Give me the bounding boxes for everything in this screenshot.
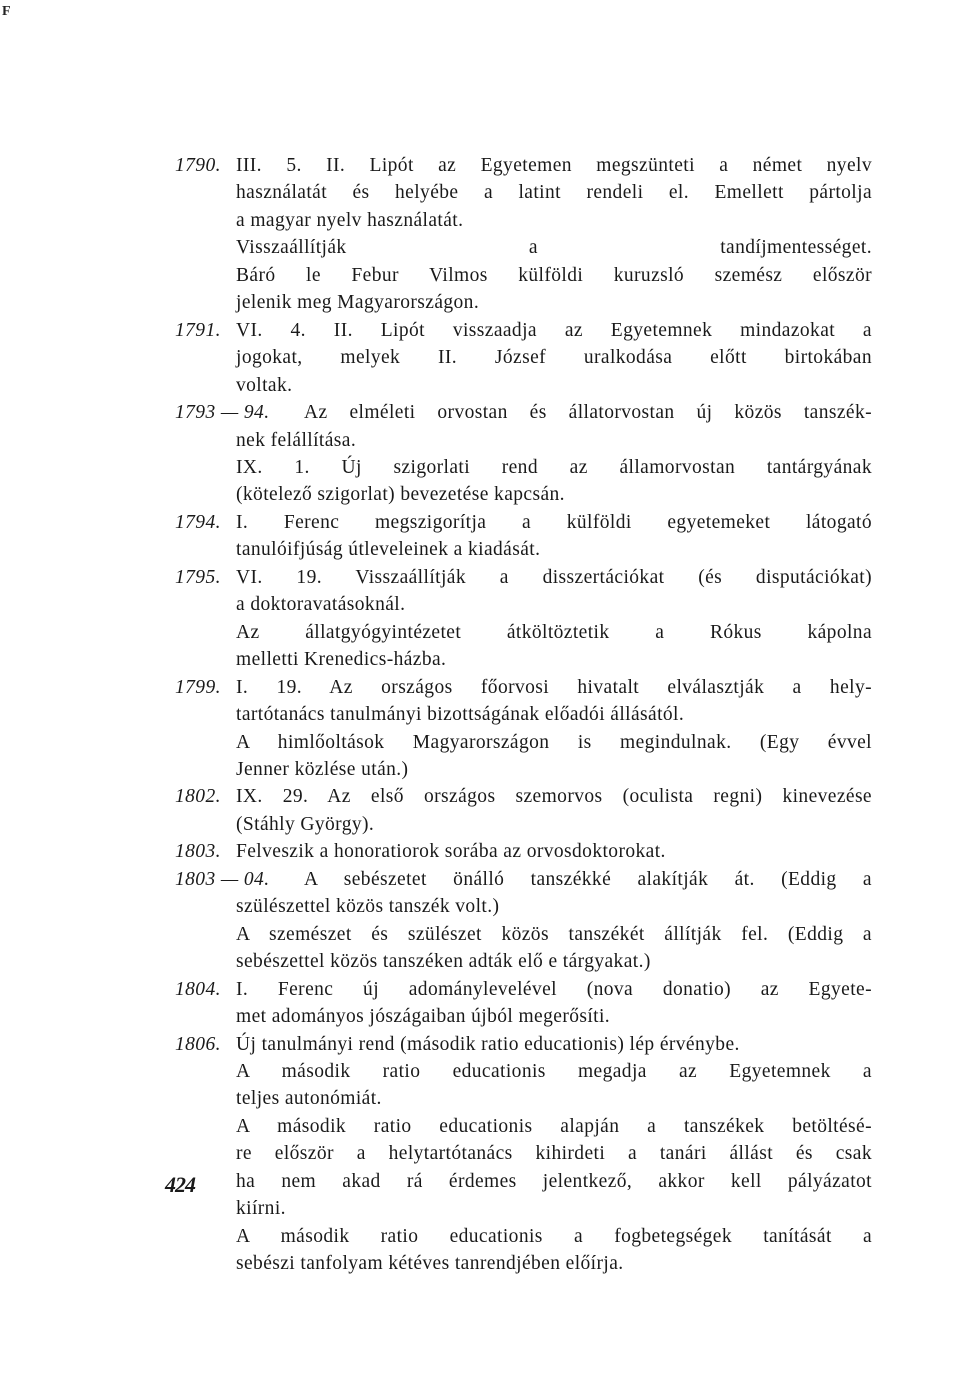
chronology-list (0, 152, 960, 1278)
entry-text-line: Visszaállítják a tandíjmentességet. (236, 237, 872, 259)
entry-text-line: A sebészetet önálló tanszékké alakítják át. (Eddig a (304, 868, 872, 890)
entry-text-line: I. Ferenc megszigorítja a külföldi egyetemeket látogató (236, 511, 872, 533)
chronology-entry (0, 866, 872, 976)
entry-text-line: A szemészet és szülészet közös tanszékét állítják fel. (Eddig a (236, 923, 872, 945)
entry-text-line: jogokat, melyek II. József uralkodása előtt birtokában (236, 347, 872, 369)
entry-text-line: (Stáhly György). (236, 813, 375, 835)
entry-text-line: Jenner közlése után.) (236, 758, 409, 780)
entry-text-line: A második ratio educationis megadja az Egyetemnek a (236, 1060, 872, 1082)
entry-date: 1794. (175, 511, 221, 533)
corner-mark: F (2, 4, 11, 19)
entry-text-line: a magyar nyelv használatát. (236, 209, 464, 231)
chronology-entry (0, 564, 872, 674)
entry-text-line: sebészi tanfolyam kétéves tanrendjében előírja. (236, 1253, 624, 1275)
entry-text-line: sebészettel közös tanszéken adták elő e tárgyakat.) (236, 951, 651, 973)
entry-text-line: Az elméleti orvostan és állatorvostan új közös tanszék- (304, 402, 872, 424)
entry-text-line: IX. 29. Az első országos szemorvos (oculista regni) kinevezése (236, 786, 872, 808)
entry-text-line: teljes autonómiát. (236, 1088, 382, 1110)
entry-text-line: I. 19. Az országos főorvosi hivatalt elválasztják a hely- (236, 676, 872, 698)
entry-text-line: jelenik meg Magyarországon. (236, 292, 480, 314)
entry-text-line: re először a helytartótanács kihirdeti a tanári állást és csak (236, 1143, 872, 1165)
entry-text-line: Új tanulmányi rend (második ratio educationis) lép érvénybe. (236, 1033, 740, 1055)
entry-text-line: IX. 1. Új szigorlati rend az államorvostan tantárgyának (236, 456, 872, 478)
chronology-entry (0, 509, 872, 564)
chronology-entry (0, 674, 872, 784)
entry-text-line: kiírni. (236, 1198, 286, 1220)
chronology-entry (0, 1031, 872, 1278)
entry-text-line: (kötelező szigorlat) bevezetése kapcsán. (236, 484, 565, 506)
entry-date: 1791. (175, 319, 221, 341)
entry-date: 1793 — 94. (175, 402, 270, 424)
entry-date: 1802. (175, 786, 221, 808)
chronology-entry (0, 838, 872, 865)
entry-text-line: tartótanács tanulmányi bizottságának előadói állásától. (236, 704, 685, 726)
entry-date: 1803. (175, 841, 221, 863)
entry-text-line: a doktoravatásoknál. (236, 594, 406, 616)
page-number: 424 (165, 1172, 195, 1197)
chronology-entry (0, 399, 872, 509)
entry-text-line: met adományos jószágaiban újból megerősíti. (236, 1006, 611, 1028)
entry-date: 1795. (175, 566, 221, 588)
chronology-entry (0, 783, 872, 838)
entry-text-line: voltak. (236, 374, 293, 396)
entry-text-line: I. Ferenc új adománylevelével (nova donatio) az Egyete- (236, 978, 872, 1000)
entry-text-line: A himlőoltások Magyarországon is megindulnak. (Egy évvel (236, 731, 872, 753)
chronology-entry (0, 152, 872, 317)
entry-text-line: A második ratio educationis alapján a tanszékek betöltésé- (236, 1115, 872, 1137)
entry-date: 1799. (175, 676, 221, 698)
entry-text-line: VI. 4. II. Lipót visszaadja az Egyetemnek mindazokat a (236, 319, 872, 341)
entry-date: 1804. (175, 978, 221, 1000)
entry-date: 1803 — 04. (175, 868, 270, 890)
chronology-entry (0, 317, 872, 399)
entry-text-line: szülészettel közös tanszék volt.) (236, 896, 500, 918)
entry-date: 1790. (175, 155, 221, 176)
entry-text-line: III. 5. II. Lipót az Egyetemen megszünteti a német nyelv (236, 155, 872, 176)
entry-text-line: Az állatgyógyintézetet átköltöztetik a Rókus kápolna (236, 621, 872, 643)
entry-text-line: ha nem akad rá érdemes jelentkező, akkor kell pályázatot (236, 1170, 872, 1192)
chronology-entry (0, 976, 872, 1031)
entry-date: 1806. (175, 1033, 221, 1055)
entry-text-line: A második ratio educationis a fogbetegségek tanítását a (236, 1225, 872, 1247)
entry-text-line: Felveszik a honoratiorok sorába az orvosdoktorokat. (236, 841, 666, 863)
entry-text-line: használatát és helyébe a latint rendeli el. Emellett pártolja (236, 182, 872, 204)
entry-text-line: melletti Krenedics-házba. (236, 649, 447, 671)
entry-text-line: Báró le Febur Vilmos külföldi kuruzsló szemész először (236, 264, 872, 286)
entry-text-line: VI. 19. Visszaállítják a disszertációkat (és disputációkat) (236, 566, 872, 588)
entry-text-line: tanulóifjúság útleveleinek a kiadását. (236, 539, 541, 561)
entry-text-line: nek felállítása. (236, 429, 357, 451)
